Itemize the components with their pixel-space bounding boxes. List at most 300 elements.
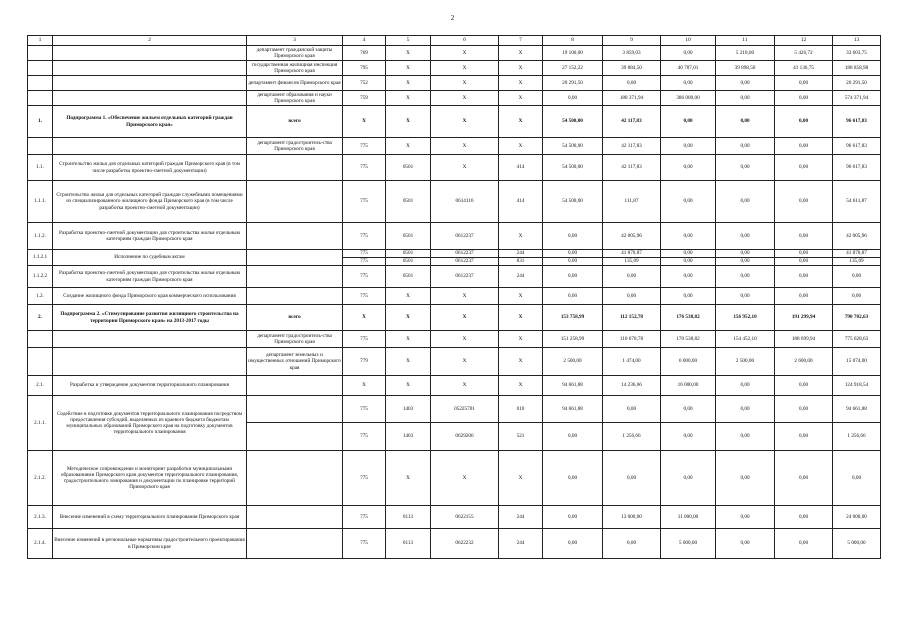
row-name: Строительство жилья для отдельных категорий граждан служебными помещениями из специализированного жилищного фонда Приморского края (в том числе разработка проектно-сметной документации) bbox=[53, 181, 247, 223]
value-cell: 244 bbox=[499, 250, 543, 258]
column-header: 11 bbox=[716, 36, 775, 46]
value-cell: 574 371,94 bbox=[833, 91, 881, 106]
row-name: Подпрограмма 1. «Обеспечение жильем отдельных категорий граждан Приморского края» bbox=[53, 106, 247, 138]
value-cell: 0,00 bbox=[661, 258, 716, 266]
value-cell: 16 000,00 bbox=[661, 376, 716, 396]
value-cell: 0,00 bbox=[716, 529, 775, 559]
row-code bbox=[28, 46, 53, 61]
value-cell: 96 617,83 bbox=[833, 138, 881, 155]
value-cell: 775 bbox=[343, 423, 386, 451]
value-cell: 779 bbox=[343, 348, 386, 376]
value-cell: 42 005,96 bbox=[833, 223, 881, 250]
value-cell: 0,00 bbox=[775, 181, 833, 223]
value-cell: 0,00 bbox=[661, 288, 716, 305]
value-cell: 0,00 bbox=[716, 288, 775, 305]
value-cell: 0,00 bbox=[775, 266, 833, 288]
value-cell: 775 628,63 bbox=[833, 331, 881, 348]
value-cell: X bbox=[386, 138, 431, 155]
value-cell: 0,00 bbox=[716, 506, 775, 529]
value-cell: 831 bbox=[499, 258, 543, 266]
row-name: Внесение изменений в схему территориального планирования Приморского края bbox=[53, 506, 247, 529]
value-cell: 6 000,00 bbox=[661, 348, 716, 376]
value-cell: 135,09 bbox=[603, 258, 661, 266]
value-cell: X bbox=[431, 46, 499, 61]
row-executor bbox=[247, 181, 343, 223]
value-cell: X bbox=[431, 91, 499, 106]
value-cell: 188 699,94 bbox=[775, 331, 833, 348]
value-cell: X bbox=[431, 305, 499, 331]
value-cell: 0,00 bbox=[833, 266, 881, 288]
value-cell: 0,00 bbox=[543, 288, 603, 305]
value-cell: 775 bbox=[343, 288, 386, 305]
row-executor: департамент градостроитель-ства Приморского края bbox=[247, 331, 343, 348]
row-name: Исполнение по судебным актам bbox=[53, 250, 247, 266]
value-cell: X bbox=[343, 106, 386, 138]
value-cell: 42 117,83 bbox=[603, 138, 661, 155]
row-name: Создание жилищного фонда Приморского края коммерческого использования bbox=[53, 288, 247, 305]
value-cell: 0,00 bbox=[775, 155, 833, 181]
value-cell: X bbox=[386, 106, 431, 138]
value-cell: X bbox=[386, 376, 431, 396]
value-cell: X bbox=[343, 305, 386, 331]
table-row bbox=[28, 506, 881, 529]
table-row bbox=[28, 305, 881, 331]
value-cell: 111,87 bbox=[603, 181, 661, 223]
table-row bbox=[28, 331, 881, 348]
column-header: 2 bbox=[53, 36, 247, 46]
value-cell: 0,00 bbox=[603, 76, 661, 91]
value-cell: 42 005,96 bbox=[603, 223, 661, 250]
column-header: 8 bbox=[543, 36, 603, 46]
value-cell: 0612237 bbox=[431, 258, 499, 266]
value-cell: 0614116 bbox=[431, 181, 499, 223]
value-cell: X bbox=[499, 138, 543, 155]
value-cell: 0,00 bbox=[716, 223, 775, 250]
value-cell: X bbox=[386, 76, 431, 91]
column-header: 10 bbox=[661, 36, 716, 46]
value-cell: X bbox=[499, 46, 543, 61]
value-cell: 775 bbox=[343, 250, 386, 258]
table-row bbox=[28, 46, 881, 61]
row-name: Внесение изменений в региональные нормативы градостроительного проектирования в Приморском крае bbox=[53, 529, 247, 559]
value-cell: 0622232 bbox=[431, 529, 499, 559]
value-cell: 0,00 bbox=[603, 266, 661, 288]
row-name bbox=[53, 331, 247, 348]
row-name: Подпрограмма 2. «Стимулирование развития жилищного строительства на территории Приморского края» на 2013-2017 годы bbox=[53, 305, 247, 331]
value-cell: 0501 bbox=[386, 223, 431, 250]
value-cell: 0,00 bbox=[603, 529, 661, 559]
value-cell: 414 bbox=[499, 155, 543, 181]
value-cell: 135,09 bbox=[833, 258, 881, 266]
row-name bbox=[53, 348, 247, 376]
row-executor bbox=[247, 451, 343, 506]
value-cell: 0,00 bbox=[543, 423, 603, 451]
row-name bbox=[53, 46, 247, 61]
value-cell: 5 426,72 bbox=[775, 46, 833, 61]
value-cell: 775 bbox=[343, 331, 386, 348]
column-header: 4 bbox=[343, 36, 386, 46]
value-cell: 0,00 bbox=[716, 376, 775, 396]
row-executor bbox=[247, 529, 343, 559]
row-name bbox=[53, 61, 247, 76]
value-cell: 188 371,94 bbox=[603, 91, 661, 106]
value-cell: 0,00 bbox=[543, 529, 603, 559]
value-cell: 54 500,00 bbox=[543, 106, 603, 138]
value-cell: 11 000,00 bbox=[661, 506, 716, 529]
row-code bbox=[28, 76, 53, 91]
table-row bbox=[28, 250, 881, 258]
value-cell: 790 702,63 bbox=[833, 305, 881, 331]
value-cell: X bbox=[386, 91, 431, 106]
value-cell: 5 000,00 bbox=[661, 529, 716, 559]
header-row bbox=[28, 36, 881, 46]
value-cell: X bbox=[431, 76, 499, 91]
value-cell: 0,00 bbox=[661, 138, 716, 155]
value-cell: 54 500,00 bbox=[543, 181, 603, 223]
value-cell: 41 870,87 bbox=[833, 250, 881, 258]
value-cell: 0,00 bbox=[775, 106, 833, 138]
value-cell: 0,00 bbox=[775, 396, 833, 423]
value-cell: 0,00 bbox=[661, 396, 716, 423]
row-name bbox=[53, 138, 247, 155]
value-cell: 0,00 bbox=[775, 506, 833, 529]
table-row bbox=[28, 106, 881, 138]
value-cell: 386 000,00 bbox=[661, 91, 716, 106]
value-cell: 1 474,00 bbox=[603, 348, 661, 376]
row-executor bbox=[247, 250, 343, 266]
value-cell: 0,00 bbox=[661, 451, 716, 506]
row-executor bbox=[247, 223, 343, 250]
value-cell: 775 bbox=[343, 396, 386, 423]
value-cell: 0,00 bbox=[716, 91, 775, 106]
value-cell: 0,00 bbox=[543, 266, 603, 288]
row-code bbox=[28, 331, 53, 348]
value-cell: 0,00 bbox=[543, 223, 603, 250]
value-cell: 775 bbox=[343, 155, 386, 181]
value-cell: 414 bbox=[499, 181, 543, 223]
value-cell: 0,00 bbox=[775, 451, 833, 506]
value-cell: X bbox=[386, 288, 431, 305]
row-code: 1. bbox=[28, 106, 53, 138]
column-header: 7 bbox=[499, 36, 543, 46]
value-cell: 0,00 bbox=[543, 91, 603, 106]
value-cell: X bbox=[386, 46, 431, 61]
value-cell: X bbox=[499, 91, 543, 106]
value-cell: X bbox=[499, 106, 543, 138]
value-cell: 1403 bbox=[386, 423, 431, 451]
row-executor: департамент образования и науки Приморского края bbox=[247, 91, 343, 106]
value-cell: 775 bbox=[343, 138, 386, 155]
value-cell: 0,00 bbox=[775, 223, 833, 250]
row-executor: департамент финансов Приморского края bbox=[247, 76, 343, 91]
value-cell: 1403 bbox=[386, 396, 431, 423]
value-cell: 0,00 bbox=[716, 451, 775, 506]
row-code: 2.1. bbox=[28, 376, 53, 396]
value-cell: 0,00 bbox=[543, 250, 603, 258]
table-row bbox=[28, 266, 881, 288]
value-cell: 188 858,98 bbox=[833, 61, 881, 76]
value-cell: 0501 bbox=[386, 250, 431, 258]
value-cell: 94 661,88 bbox=[833, 396, 881, 423]
value-cell: 2 500,00 bbox=[716, 348, 775, 376]
value-cell: 0,00 bbox=[775, 250, 833, 258]
value-cell: 54 611,87 bbox=[833, 181, 881, 223]
value-cell: 0,00 bbox=[661, 46, 716, 61]
row-code: 1.1.2.2 bbox=[28, 266, 53, 288]
value-cell: 0,00 bbox=[775, 376, 833, 396]
row-executor: государственная жилищная инспекция Приморского края bbox=[247, 61, 343, 76]
value-cell: 244 bbox=[499, 529, 543, 559]
value-cell: 151 258,99 bbox=[543, 331, 603, 348]
value-cell: 39 884,50 bbox=[603, 61, 661, 76]
row-executor bbox=[247, 506, 343, 529]
value-cell: 0,00 bbox=[716, 106, 775, 138]
row-executor bbox=[247, 423, 343, 451]
value-cell: 0,00 bbox=[833, 288, 881, 305]
value-cell: 94 661,88 bbox=[543, 376, 603, 396]
value-cell: X bbox=[431, 138, 499, 155]
value-cell: 2 600,00 bbox=[775, 348, 833, 376]
table-row bbox=[28, 155, 881, 181]
value-cell: 54 500,00 bbox=[543, 155, 603, 181]
value-cell: 0,00 bbox=[603, 288, 661, 305]
value-cell: 775 bbox=[343, 266, 386, 288]
value-cell: 1 256,66 bbox=[603, 423, 661, 451]
value-cell: 15 074,00 bbox=[833, 348, 881, 376]
value-cell: 0,00 bbox=[716, 181, 775, 223]
value-cell: 244 bbox=[499, 266, 543, 288]
value-cell: 20 291,50 bbox=[543, 76, 603, 91]
value-cell: X bbox=[431, 331, 499, 348]
value-cell: 154 452,10 bbox=[716, 331, 775, 348]
row-code: 1.1.2. bbox=[28, 223, 53, 250]
table-row bbox=[28, 61, 881, 76]
value-cell: 5 218,00 bbox=[716, 46, 775, 61]
value-cell: 0,00 bbox=[716, 396, 775, 423]
column-header: 3 bbox=[247, 36, 343, 46]
value-cell: 775 bbox=[343, 529, 386, 559]
row-name: Разработка и утверждение документов территориального планирования bbox=[53, 376, 247, 396]
row-executor bbox=[247, 376, 343, 396]
column-header: 12 bbox=[775, 36, 833, 46]
row-executor: департамент гражданской защиты Приморского края bbox=[247, 46, 343, 61]
value-cell: 14 236,66 bbox=[603, 376, 661, 396]
value-cell: 0612237 bbox=[431, 223, 499, 250]
value-cell: 33 603,75 bbox=[833, 46, 881, 61]
column-header: 6 bbox=[431, 36, 499, 46]
value-cell: 0,00 bbox=[716, 258, 775, 266]
value-cell: X bbox=[386, 451, 431, 506]
value-cell: 0,00 bbox=[775, 138, 833, 155]
value-cell: X bbox=[499, 288, 543, 305]
page-number: 2 bbox=[450, 14, 455, 22]
value-cell: 0,00 bbox=[661, 76, 716, 91]
value-cell: 0,00 bbox=[661, 181, 716, 223]
value-cell: X bbox=[499, 76, 543, 91]
value-cell: 13 000,00 bbox=[603, 506, 661, 529]
value-cell: X bbox=[499, 331, 543, 348]
row-executor: департамент градостроитель-ства Приморского края bbox=[247, 138, 343, 155]
row-name: Строительство жилья для отдельных категорий граждан Приморского края (в том числе разработка проектно-сметной документации) bbox=[53, 155, 247, 181]
value-cell: 0,00 bbox=[661, 106, 716, 138]
value-cell: 0,00 bbox=[716, 138, 775, 155]
value-cell: X bbox=[431, 376, 499, 396]
row-executor: всего bbox=[247, 305, 343, 331]
row-code bbox=[28, 348, 53, 376]
value-cell: 0,00 bbox=[661, 250, 716, 258]
row-executor bbox=[247, 396, 343, 423]
value-cell: 156 952,10 bbox=[716, 305, 775, 331]
row-code: 2.1.1. bbox=[28, 396, 53, 451]
value-cell: 39 898,50 bbox=[716, 61, 775, 76]
column-header: 5 bbox=[386, 36, 431, 46]
value-cell: 0,00 bbox=[775, 76, 833, 91]
value-cell: 0501 bbox=[386, 181, 431, 223]
value-cell: X bbox=[343, 376, 386, 396]
row-code bbox=[28, 91, 53, 106]
value-cell: X bbox=[499, 376, 543, 396]
value-cell: X bbox=[431, 106, 499, 138]
value-cell: 0,00 bbox=[716, 250, 775, 258]
table-row bbox=[28, 451, 881, 506]
value-cell: 0501 bbox=[386, 266, 431, 288]
table-row bbox=[28, 396, 881, 423]
value-cell: 0,00 bbox=[603, 396, 661, 423]
column-header: 9 bbox=[603, 36, 661, 46]
value-cell: 775 bbox=[343, 223, 386, 250]
value-cell: 769 bbox=[343, 46, 386, 61]
row-executor bbox=[247, 288, 343, 305]
row-name: Методическое сопровождение и мониторинг разработки муниципальными образованиями Приморского края документов территориального планирования, градостроительного зонирования и документации по планировке территорий Приморского края bbox=[53, 451, 247, 506]
value-cell: 0,00 bbox=[716, 266, 775, 288]
value-cell: 94 661,88 bbox=[543, 396, 603, 423]
row-code: 2.1.4. bbox=[28, 529, 53, 559]
value-cell: 42 117,83 bbox=[603, 106, 661, 138]
row-executor bbox=[247, 155, 343, 181]
table-row bbox=[28, 348, 881, 376]
value-cell: 0,00 bbox=[603, 451, 661, 506]
value-cell: X bbox=[431, 348, 499, 376]
value-cell: 124 918,54 bbox=[833, 376, 881, 396]
table-row bbox=[28, 529, 881, 559]
value-cell: 0622155 bbox=[431, 506, 499, 529]
row-code bbox=[28, 138, 53, 155]
value-cell: 170 538,82 bbox=[661, 331, 716, 348]
row-code: 2. bbox=[28, 305, 53, 331]
value-cell: 0,00 bbox=[716, 423, 775, 451]
value-cell: 0,00 bbox=[775, 529, 833, 559]
column-header: 13 bbox=[833, 36, 881, 46]
table-row bbox=[28, 376, 881, 396]
table-row bbox=[28, 138, 881, 155]
value-cell: 775 bbox=[343, 181, 386, 223]
value-cell: 0,00 bbox=[833, 451, 881, 506]
value-cell: 0,00 bbox=[775, 423, 833, 451]
value-cell: 0,00 bbox=[716, 76, 775, 91]
value-cell: 0113 bbox=[386, 529, 431, 559]
value-cell: 27 152,22 bbox=[543, 61, 603, 76]
row-executor bbox=[247, 266, 343, 288]
budget-table bbox=[27, 35, 881, 559]
row-code: 1.1.2.1 bbox=[28, 250, 53, 266]
row-name: Содействие в подготовке документов территориального планирования посредством предоставления субсидий, выделяемых из краевого бюджета бюджетам муниципальных образований Приморского края на подготовку документов территориального планирования bbox=[53, 396, 247, 451]
table-row bbox=[28, 181, 881, 223]
value-cell: 110 678,78 bbox=[603, 331, 661, 348]
value-cell: 0,00 bbox=[543, 258, 603, 266]
value-cell: 0,00 bbox=[543, 506, 603, 529]
value-cell: 5 000,00 bbox=[833, 529, 881, 559]
row-code: 1.2. bbox=[28, 288, 53, 305]
row-executor: всего bbox=[247, 106, 343, 138]
value-cell: 54 500,00 bbox=[543, 138, 603, 155]
value-cell: 42 117,83 bbox=[603, 155, 661, 181]
value-cell: 775 bbox=[343, 258, 386, 266]
value-cell: 0,00 bbox=[661, 155, 716, 181]
value-cell: X bbox=[431, 155, 499, 181]
value-cell: 19 100,00 bbox=[543, 46, 603, 61]
value-cell: 759 bbox=[343, 91, 386, 106]
value-cell: 0113 bbox=[386, 506, 431, 529]
value-cell: X bbox=[499, 61, 543, 76]
value-cell: 0501 bbox=[386, 258, 431, 266]
value-cell: 153 758,99 bbox=[543, 305, 603, 331]
value-cell: 0,00 bbox=[543, 451, 603, 506]
value-cell: 0,00 bbox=[661, 223, 716, 250]
value-cell: 244 bbox=[499, 506, 543, 529]
value-cell: 0612237 bbox=[431, 266, 499, 288]
value-cell: X bbox=[386, 348, 431, 376]
value-cell: 775 bbox=[343, 506, 386, 529]
table-row bbox=[28, 223, 881, 250]
row-code: 1.1.1. bbox=[28, 181, 53, 223]
value-cell: 96 617,83 bbox=[833, 106, 881, 138]
value-cell: 010 bbox=[499, 396, 543, 423]
value-cell: 0629206 bbox=[431, 423, 499, 451]
row-name: Разработка проектно-сметной документации для строительства жилья отдельным категориям граждан Приморского края bbox=[53, 266, 247, 288]
value-cell: 0501 bbox=[386, 155, 431, 181]
value-cell: 521 bbox=[499, 423, 543, 451]
value-cell: 40 787,01 bbox=[661, 61, 716, 76]
value-cell: 0612237 bbox=[431, 250, 499, 258]
value-cell: 0,00 bbox=[661, 266, 716, 288]
row-name: Разработка проектно-сметной документации для строительства жилья отдельным категориям граждан Приморского края bbox=[53, 223, 247, 250]
value-cell: 0,00 bbox=[716, 155, 775, 181]
value-cell: X bbox=[386, 61, 431, 76]
value-cell: X bbox=[499, 305, 543, 331]
value-cell: 41 870,87 bbox=[603, 250, 661, 258]
value-cell: X bbox=[431, 61, 499, 76]
value-cell: X bbox=[431, 288, 499, 305]
row-code: 2.1.2. bbox=[28, 451, 53, 506]
value-cell: 20 291,50 bbox=[833, 76, 881, 91]
row-name bbox=[53, 91, 247, 106]
value-cell: 0,00 bbox=[661, 423, 716, 451]
value-cell: 752 bbox=[343, 76, 386, 91]
value-cell: 05225701 bbox=[431, 396, 499, 423]
row-name bbox=[53, 76, 247, 91]
value-cell: 775 bbox=[343, 451, 386, 506]
value-cell: X bbox=[386, 331, 431, 348]
row-code bbox=[28, 61, 53, 76]
value-cell: 1 256,66 bbox=[833, 423, 881, 451]
table-row bbox=[28, 288, 881, 305]
table-row bbox=[28, 76, 881, 91]
value-cell: X bbox=[499, 348, 543, 376]
value-cell: 24 000,00 bbox=[833, 506, 881, 529]
value-cell: X bbox=[386, 305, 431, 331]
value-cell: 41 136,75 bbox=[775, 61, 833, 76]
value-cell: 0,00 bbox=[775, 91, 833, 106]
